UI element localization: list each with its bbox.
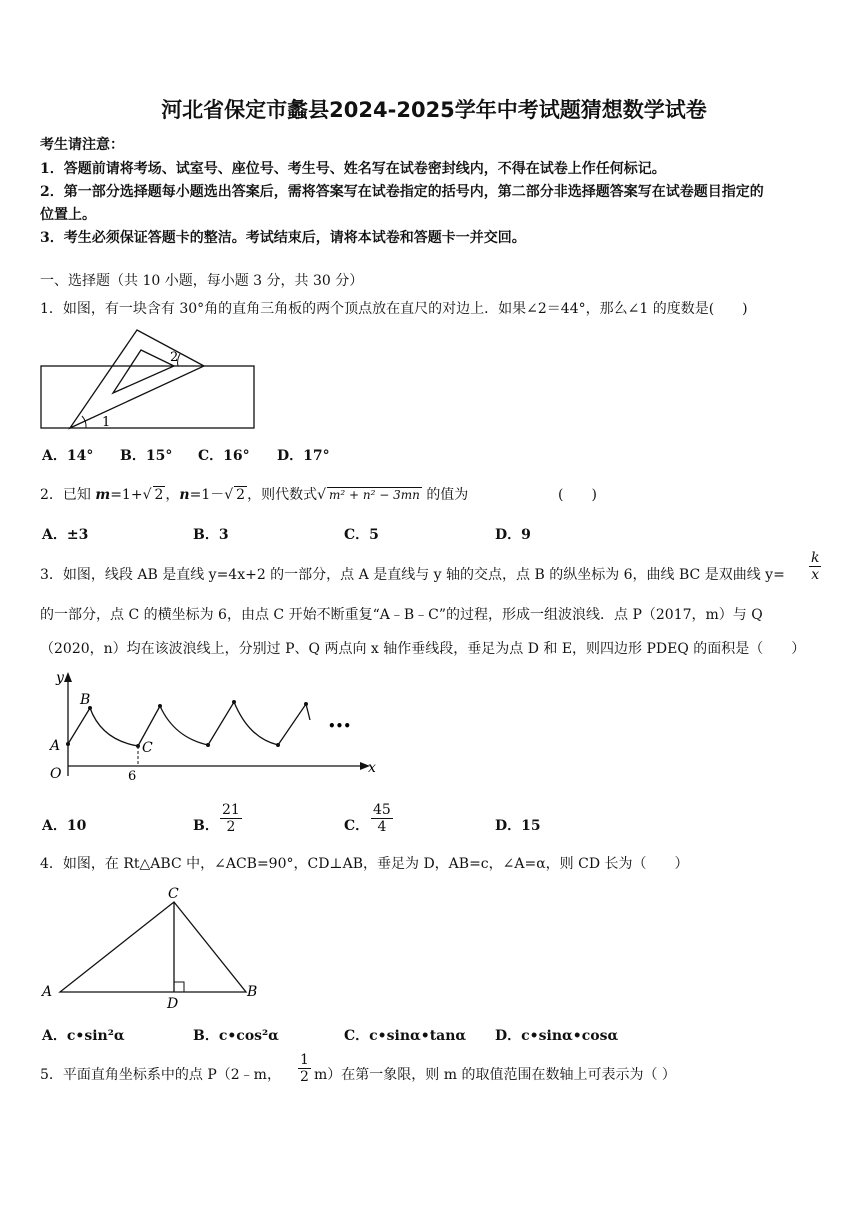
- q2-sep: ，: [165, 487, 180, 503]
- triangle-outer: [70, 330, 204, 428]
- q2-m-var: m: [95, 487, 111, 503]
- q2-option-a: A．±3: [42, 527, 89, 543]
- q3-line-1: 3．如图，线段 AB 是直线 y=4x+2 的一部分，点 A 是直线与 y 轴的交点，点 B 的纵坐标为 6，曲线 BC 是双曲线 y=: [40, 567, 785, 583]
- right-angle-mark: [174, 982, 184, 992]
- q2-suffix: 的值为: [426, 487, 469, 503]
- label-b: B: [80, 692, 91, 708]
- notice-item-3: 3．考生必须保证答题卡的整洁。考试结束后，请将本试卷和答题卡一并交回。: [40, 230, 526, 246]
- wave-curve: [68, 702, 310, 746]
- q2-option-d: D．9: [495, 527, 531, 543]
- label-a: A: [50, 738, 61, 754]
- y-axis-arrow: [64, 672, 72, 682]
- q2-radicand: m² + n² − 3mn: [329, 488, 420, 502]
- q2-prefix: 2．已知: [40, 487, 91, 503]
- label-a: A: [42, 984, 53, 1000]
- q2-after: ，则代数式: [247, 487, 318, 503]
- q1-option-c: C．16°: [198, 448, 250, 464]
- wave-point: [276, 743, 280, 747]
- q2-m-sqrt: 2: [154, 487, 164, 503]
- q4-figure: [38, 884, 268, 1010]
- q3-option-c-num: 45: [373, 802, 391, 818]
- q3-frac-k-x: [809, 550, 821, 583]
- label-c: C: [168, 886, 179, 902]
- q5-frac-den: 2: [300, 1069, 309, 1085]
- q5-stem-after: m）在第一象限，则 m 的取值范围在数轴上可表示为（ ）: [314, 1067, 676, 1083]
- q4-option-a: A．c•sin²α: [42, 1028, 125, 1044]
- section-heading: 一、选择题（共 10 小题，每小题 3 分，共 30 分）: [40, 273, 364, 289]
- q2-sqrt-symbol-2: √: [224, 487, 234, 503]
- q2-bracket: ( ): [558, 487, 597, 503]
- wave-point: [232, 700, 236, 704]
- q1-stem: 1．如图，有一块含有 30°角的直角三角板的两个顶点放在直尺的对边上．如果∠2＝44°，那么∠1 的度数是( ): [40, 301, 748, 317]
- q2-m-expr: =1+: [110, 487, 143, 503]
- point-a: [66, 742, 70, 746]
- q4-option-b: B．c•cos²α: [193, 1028, 279, 1044]
- label-b: B: [247, 984, 258, 1000]
- x-label: x: [368, 760, 376, 776]
- label-d: D: [167, 996, 179, 1010]
- q4-stem: 4．如图，在 Rt△ABC 中，∠ACB=90°，CD⊥AB，垂足为 D，AB=c，∠A=α，则 CD 长为（ ）: [40, 856, 689, 872]
- q3-option-a: A．10: [42, 818, 87, 834]
- wave-point: [206, 743, 210, 747]
- notice-heading: 考生请注意：: [40, 137, 124, 153]
- q3-line-2: 的一部分，点 C 的横坐标为 6，由点 C 开始不断重复“A﹣B﹣C”的过程，形成一组波浪线．点 P（2017，m）与 Q: [40, 607, 763, 623]
- q2-n-sqrt: 2: [236, 487, 246, 503]
- triangle-inner: [113, 350, 174, 393]
- angle-2-label: 2: [170, 350, 179, 365]
- q1-option-d: D．17°: [277, 448, 330, 464]
- q2-stem: [40, 484, 468, 504]
- q1-option-a: A．14°: [42, 448, 94, 464]
- q3-option-c-den: 4: [377, 819, 387, 835]
- q3-option-c-frac: [371, 802, 393, 835]
- triangle-abc: [60, 902, 246, 992]
- ruler-shape: [41, 366, 254, 428]
- q1-figure: [38, 322, 268, 434]
- y-label: y: [56, 670, 64, 686]
- q3-option-b-frac: [220, 802, 242, 835]
- notice-item-2: 2．第一部分选择题每小题选出答案后，需将答案写在试卷指定的括号内，第二部分非选择题答案写在试卷题目指定的: [40, 184, 764, 200]
- q3-option-b-den: 2: [226, 819, 236, 835]
- q2-n-expr: =1－: [189, 487, 225, 503]
- wave-point: [304, 702, 308, 706]
- q2-n-var: n: [179, 487, 190, 503]
- q3-figure: [44, 668, 384, 783]
- q5-frac-num: 1: [300, 1052, 309, 1068]
- q2-sqrt-symbol-1: √: [142, 487, 152, 503]
- q3-frac-num: k: [811, 550, 820, 566]
- q3-option-c-label: C．: [344, 818, 370, 834]
- label-c: C: [142, 740, 153, 756]
- q3-option-d: D．15: [495, 818, 541, 834]
- q3-option-b-num: 21: [222, 802, 240, 818]
- angle-1-label: 1: [102, 415, 111, 430]
- q4-option-d: D．c•sinα•cosα: [495, 1028, 619, 1044]
- q3-option-b-label: B．: [193, 818, 219, 834]
- notice-item-1: 1．答题前请将考场、试室号、座位号、考生号、姓名写在试卷密封线内，不得在试卷上作任何标记。: [40, 161, 666, 177]
- q5-stem-before: 5．平面直角坐标系中的点 P（2﹣m，: [40, 1067, 281, 1083]
- notice-item-2-cont: 位置上。: [40, 207, 96, 223]
- q3-line-3: （2020，n）均在该波浪线上，分别过 P、Q 两点向 x 轴作垂线段，垂足为点 D 和 E，则四边形 PDEQ 的面积是（ ）: [40, 641, 806, 657]
- page-title: 河北省保定市蠡县2024-2025学年中考试题猜想数学试卷: [161, 98, 707, 122]
- q2-option-b: B．3: [193, 527, 229, 543]
- wave-point: [158, 704, 162, 708]
- continuation-dots: •••: [328, 719, 352, 733]
- q2-sqrt-symbol-3: √: [317, 487, 327, 503]
- q5-frac: [298, 1052, 311, 1085]
- q3-frac-den: x: [811, 567, 820, 583]
- label-six: 6: [128, 769, 137, 783]
- q2-option-c: C．5: [344, 527, 379, 543]
- label-o: O: [50, 766, 62, 782]
- q1-option-b: B．15°: [120, 448, 173, 464]
- q4-option-c: C．c•sinα•tanα: [344, 1028, 467, 1044]
